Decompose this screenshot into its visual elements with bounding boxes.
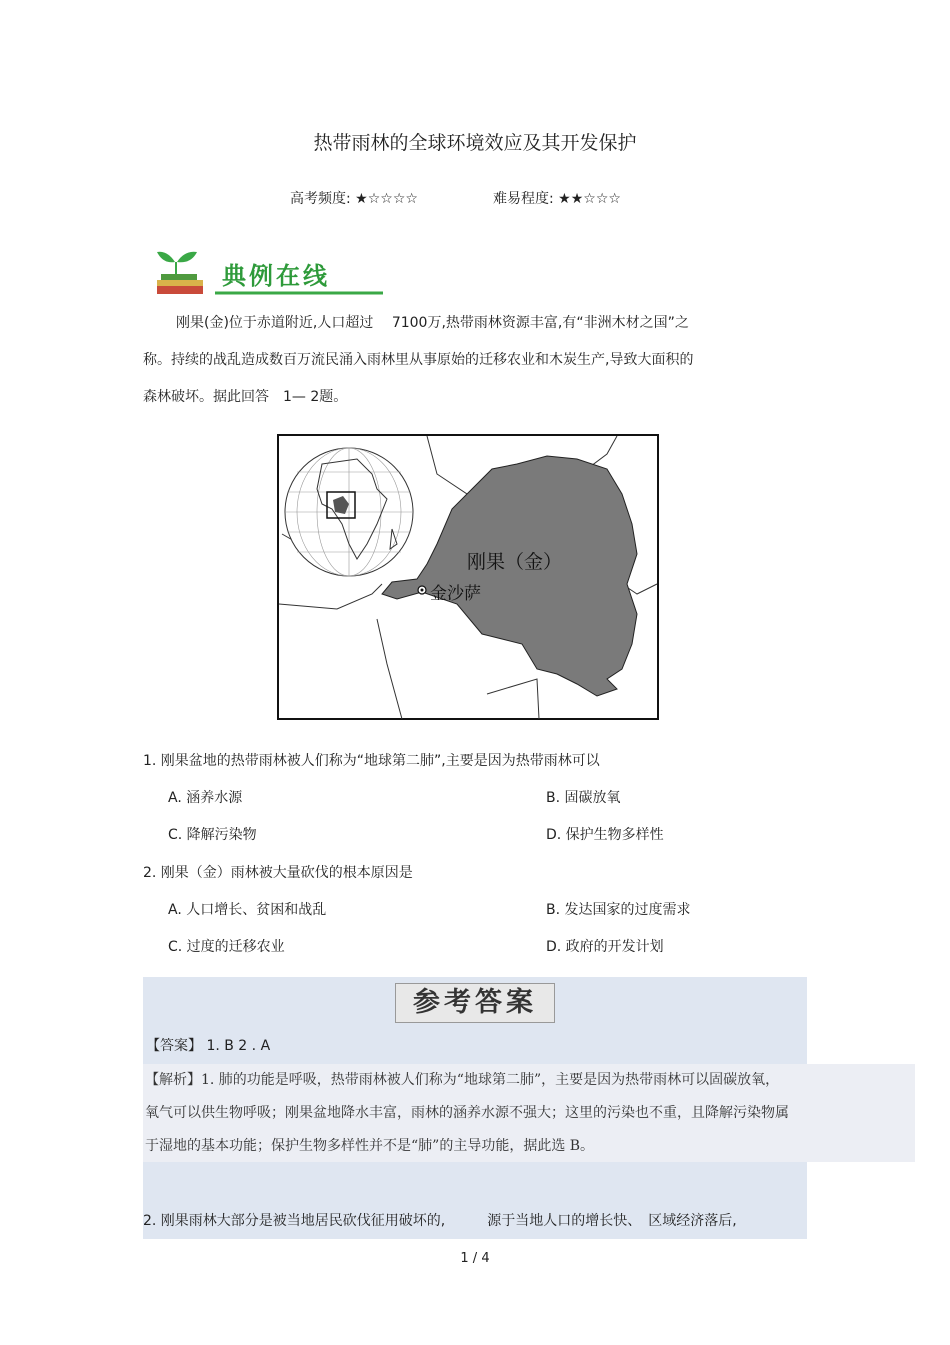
question-2-option-d: D. 政府的开发计划 bbox=[546, 939, 664, 955]
question-1-option-b: B. 固碳放氧 bbox=[546, 790, 621, 806]
page-number: 1 / 4 bbox=[460, 1251, 490, 1266]
question-2-option-c: C. 过度的迁移农业 bbox=[168, 939, 285, 955]
question-1-option-d: D. 保护生物多样性 bbox=[546, 827, 664, 843]
question-1-option-a: A. 涵养水源 bbox=[168, 790, 243, 806]
page-title: 热带雨林的全球环境效应及其开发保护 bbox=[313, 132, 637, 154]
answer-key: 【答案】 1. B 2 . A bbox=[146, 1038, 271, 1054]
frequency-stars: ★☆☆☆☆ bbox=[355, 191, 418, 207]
question-1-option-c: C. 降解污染物 bbox=[168, 827, 257, 843]
analysis-block bbox=[143, 1064, 915, 1162]
analysis-q2-line: 2. 刚果雨林大部分是被当地居民砍伐征用破坏的, 源于当地人口的增长快、 区域经济落后, bbox=[143, 1213, 737, 1229]
question-2-stem: 2. 刚果（金）雨林被大量砍伐的根本原因是 bbox=[143, 865, 413, 881]
congo-map bbox=[277, 434, 659, 720]
intro-line-1: 刚果(金)位于赤道附近,人口超过 7100万,热带雨林资源丰富,有“非洲木材之国”之 bbox=[176, 315, 689, 331]
frequency-label: 高考频度: bbox=[290, 191, 351, 207]
question-1-stem: 1. 刚果盆地的热带雨林被人们称为“地球第二肺”,主要是因为热带雨林可以 bbox=[143, 753, 600, 769]
analysis-line-2: 氧气可以供生物呼吸；刚果盆地降水丰富，雨林的涵养水源不强大；这里的污染也不重，且降解污染物属 bbox=[145, 1105, 789, 1121]
answer-title: 参考答案 bbox=[395, 983, 555, 1023]
intro-line-3: 森林破坏。据此回答 1— 2题。 bbox=[143, 389, 348, 405]
analysis-line-3: 于湿地的基本功能；保护生物多样性并不是“肺”的主导功能，据此选 B。 bbox=[145, 1138, 595, 1154]
intro-line-2: 称。持续的战乱造成数百万流民涌入雨林里从事原始的迁移农业和木炭生产,导致大面积的 bbox=[143, 352, 694, 368]
frequency-rating bbox=[290, 188, 418, 208]
globe-inset bbox=[285, 448, 413, 576]
difficulty-stars: ★★☆☆☆ bbox=[558, 191, 621, 207]
banner-title: 典例在线 bbox=[222, 261, 330, 290]
map-country-label: 刚果（金） bbox=[467, 551, 563, 573]
difficulty-label: 难易程度: bbox=[493, 191, 554, 207]
analysis-line-1: 【解析】1. 肺的功能是呼吸，热带雨林被人们称为“地球第二肺”，主要是因为热带雨林可以固碳放氧， bbox=[145, 1072, 780, 1088]
map-capital-label: 金沙萨 bbox=[430, 584, 481, 604]
question-2-option-b: B. 发达国家的过度需求 bbox=[546, 902, 691, 918]
question-2-option-a: A. 人口增长、贫困和战乱 bbox=[168, 902, 327, 918]
difficulty-rating bbox=[493, 188, 621, 208]
